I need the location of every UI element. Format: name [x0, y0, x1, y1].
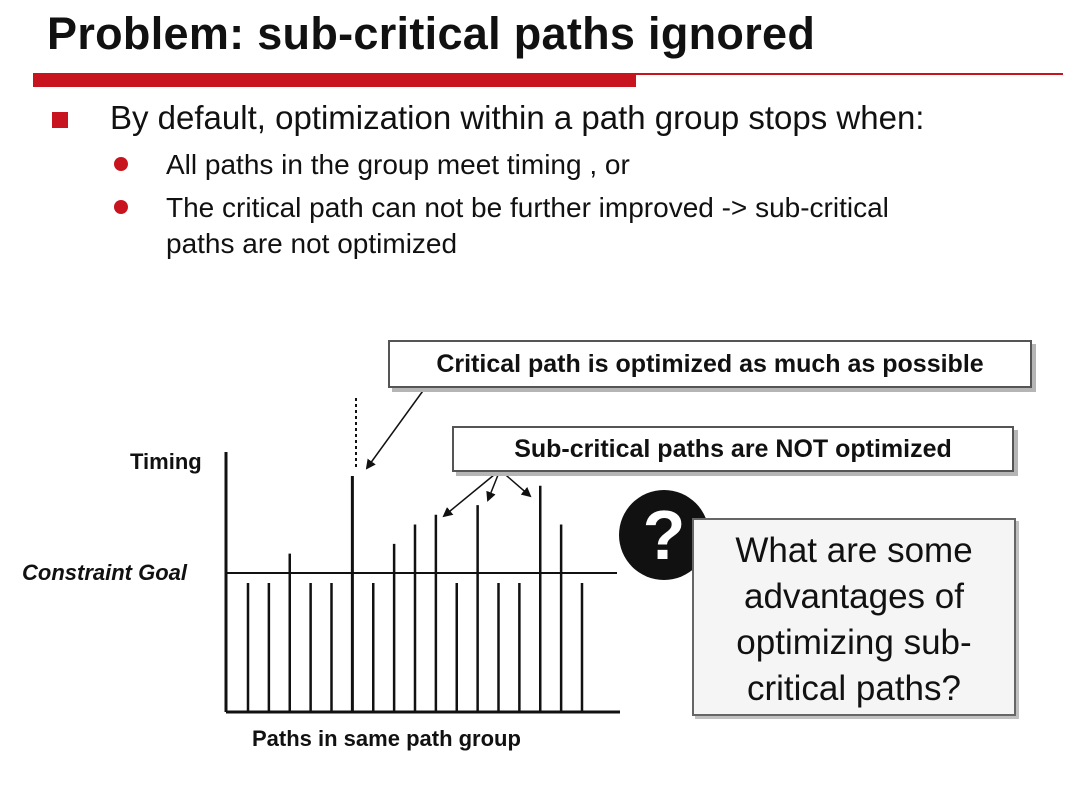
subcritical-paths-callout: Sub-critical paths are NOT optimized [452, 426, 1014, 472]
slide-title: Problem: sub-critical paths ignored [47, 8, 816, 59]
bullet-main-text: By default, optimization within a path group stops when: [110, 99, 925, 136]
sub-bullet-2-line2: paths are not optimized [166, 228, 458, 259]
bars-group [248, 476, 582, 712]
sub-bullet-2-line1: The critical path can not be further improved -> sub-critical [166, 192, 889, 223]
question-mark-icon: ? [619, 490, 709, 580]
question-box: What are some advantages of optimizing sub-critical paths? [692, 518, 1016, 716]
critical-callout-arrow [367, 388, 425, 468]
sub-bullet-1-text: All paths in the group meet timing , or [166, 149, 630, 180]
critical-path-callout: Critical path is optimized as much as possible [388, 340, 1032, 388]
x-axis-label: Paths in same path group [252, 726, 521, 751]
y-axis-label: Timing [130, 449, 202, 474]
subcritical-arrow-3 [500, 470, 530, 496]
constraint-goal-label: Constraint Goal [22, 560, 188, 585]
